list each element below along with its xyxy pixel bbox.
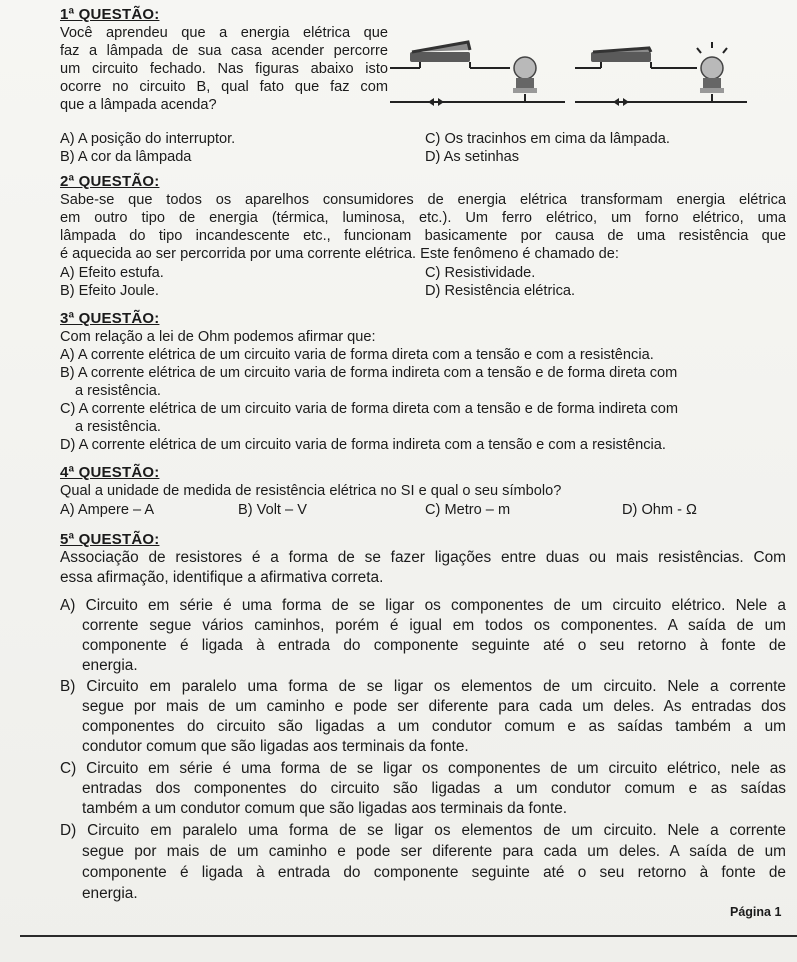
q5-stem-line-2: essa afirmação, identifique a afirmativa correta. bbox=[60, 569, 384, 586]
bulb-icon bbox=[700, 57, 724, 93]
q3-option-d: D) A corrente elétrica de um circuito varia de forma indireta com a tensão e com a resistência. bbox=[60, 437, 666, 453]
q2-option-c: C) Resistividade. bbox=[425, 265, 536, 281]
q3-option-b-line-2: a resistência. bbox=[75, 383, 161, 399]
q5-option-a-line-2: corrente segue vários caminhos, porém é igual em todos os componentes. A saída de um bbox=[82, 617, 786, 634]
q4-option-a: A) Ampere – A bbox=[60, 502, 155, 518]
q5-option-b-line-2: segue por mais de um caminho e pode ser diferente para cada um deles. As entradas dos bbox=[82, 698, 786, 715]
switch-icon bbox=[410, 42, 470, 62]
q1-stem-line-3: um circuito fechado. Nas figuras abaixo isto bbox=[60, 61, 388, 77]
rays-icon bbox=[697, 42, 727, 53]
q1-stem-line-2: faz a lâmpada de sua casa acender percorre bbox=[60, 43, 388, 59]
q3-option-c-line-2: a resistência. bbox=[75, 419, 161, 435]
footer-divider bbox=[20, 935, 797, 937]
q5-option-b-line-3: componentes do circuito são ligadas a um condutor comum e as saídas também a um bbox=[82, 718, 786, 735]
q1-option-b: B) A cor da lâmpada bbox=[60, 149, 192, 165]
page-number: Página 1 bbox=[730, 905, 782, 919]
q2-stem-line-3: lâmpada do tipo incandescente etc., funcionam basicamente por causa de uma resistência que bbox=[60, 228, 786, 244]
q5-stem-line-1: Associação de resistores é a forma de se fazer ligações entre duas ou mais resistências. Com bbox=[60, 549, 786, 566]
switch-icon bbox=[591, 48, 651, 62]
q5-option-b-line-4: condutor comum que são ligadas aos terminais da fonte. bbox=[82, 738, 469, 755]
q3-option-a: A) A corrente elétrica de um circuito varia de forma direta com a tensão e com a resistência. bbox=[60, 347, 654, 363]
q2-option-d: D) Resistência elétrica. bbox=[425, 283, 576, 299]
q1-stem-line-5: que a lâmpada acenda? bbox=[60, 97, 217, 113]
q2-option-b: B) Efeito Joule. bbox=[60, 283, 159, 299]
q4-title: 4ª QUESTÃO: bbox=[60, 464, 160, 481]
q5-option-c-line-2: entradas dos componentes do circuito são ligadas a um condutor comum e as saídas bbox=[82, 780, 786, 797]
q5-option-d-line-3: componente é ligada à entrada do componente seguinte até o seu retorno à fonte de bbox=[82, 864, 786, 881]
q3-option-c-line-1: C) A corrente elétrica de um circuito varia de forma direta com a tensão e de forma indireta com bbox=[60, 401, 679, 417]
q2-title: 2ª QUESTÃO: bbox=[60, 173, 160, 190]
q5-option-b-line-1: B) Circuito em paralelo uma forma de se ligar os elementos de um circuito. Nele a corrente bbox=[60, 678, 786, 695]
q3-stem: Com relação a lei de Ohm podemos afirmar que: bbox=[60, 329, 376, 345]
q4-option-d: D) Ohm - Ω bbox=[622, 502, 697, 518]
q5-option-d-line-4: energia. bbox=[82, 885, 138, 902]
q1-option-a: A) A posição do interruptor. bbox=[60, 131, 236, 147]
q2-stem-line-1: Sabe-se que todos os aparelhos consumidores de energia elétrica transformam energia elétrica bbox=[60, 192, 786, 208]
q5-option-a-line-1: A) Circuito em série é uma forma de se ligar os componentes de um circuito elétrico. Nele a bbox=[60, 597, 786, 614]
q5-title: 5ª QUESTÃO: bbox=[60, 531, 160, 548]
q2-stem-line-4: é aquecida ao ser percorrida por uma corrente elétrica. Este fenômeno é chamado de: bbox=[60, 246, 619, 262]
q5-option-d-line-2: segue por mais de um caminho e pode ser diferente para cada um deles. A saída de um bbox=[82, 843, 786, 860]
circuit-a-figure bbox=[390, 28, 570, 118]
q3-title: 3ª QUESTÃO: bbox=[60, 310, 160, 327]
q2-stem-line-2: em outro tipo de energia (térmica, luminosa, etc.). Um ferro elétrico, um forno elétrico, uma bbox=[60, 210, 786, 226]
q3-option-b-line-1: B) A corrente elétrica de um circuito varia de forma indireta com a tensão e de forma direta com bbox=[60, 365, 678, 381]
q4-stem: Qual a unidade de medida de resistência elétrica no SI e qual o seu símbolo? bbox=[60, 483, 562, 499]
q1-stem-line-1: Você aprendeu que a energia elétrica que bbox=[60, 25, 388, 41]
q5-option-a-line-4: energia. bbox=[82, 657, 138, 674]
q4-option-b: B) Volt – V bbox=[238, 502, 307, 518]
q5-option-d-line-1: D) Circuito em paralelo uma forma de se ligar os elementos de um circuito. Nele a corrente bbox=[60, 822, 786, 839]
q1-title: 1ª QUESTÃO: bbox=[60, 6, 160, 23]
q5-option-c-line-3: também a um condutor comum que são ligadas aos terminais da fonte. bbox=[82, 800, 568, 817]
q1-stem-line-4: ocorre no circuito B, qual fato que faz com bbox=[60, 79, 388, 95]
circuit-b-figure bbox=[575, 28, 750, 120]
q1-option-c: C) Os tracinhos em cima da lâmpada. bbox=[425, 131, 670, 147]
q5-option-a-line-3: componente é ligada à entrada do componente seguinte até o seu retorno à fonte de bbox=[82, 637, 786, 654]
bulb-icon bbox=[513, 57, 537, 93]
q2-option-a: A) Efeito estufa. bbox=[60, 265, 164, 281]
q5-option-c-line-1: C) Circuito em série é uma forma de se ligar os componentes de um circuito elétrico, nele as bbox=[60, 760, 786, 777]
q1-option-d: D) As setinhas bbox=[425, 149, 520, 165]
q4-option-c: C) Metro – m bbox=[425, 502, 511, 518]
